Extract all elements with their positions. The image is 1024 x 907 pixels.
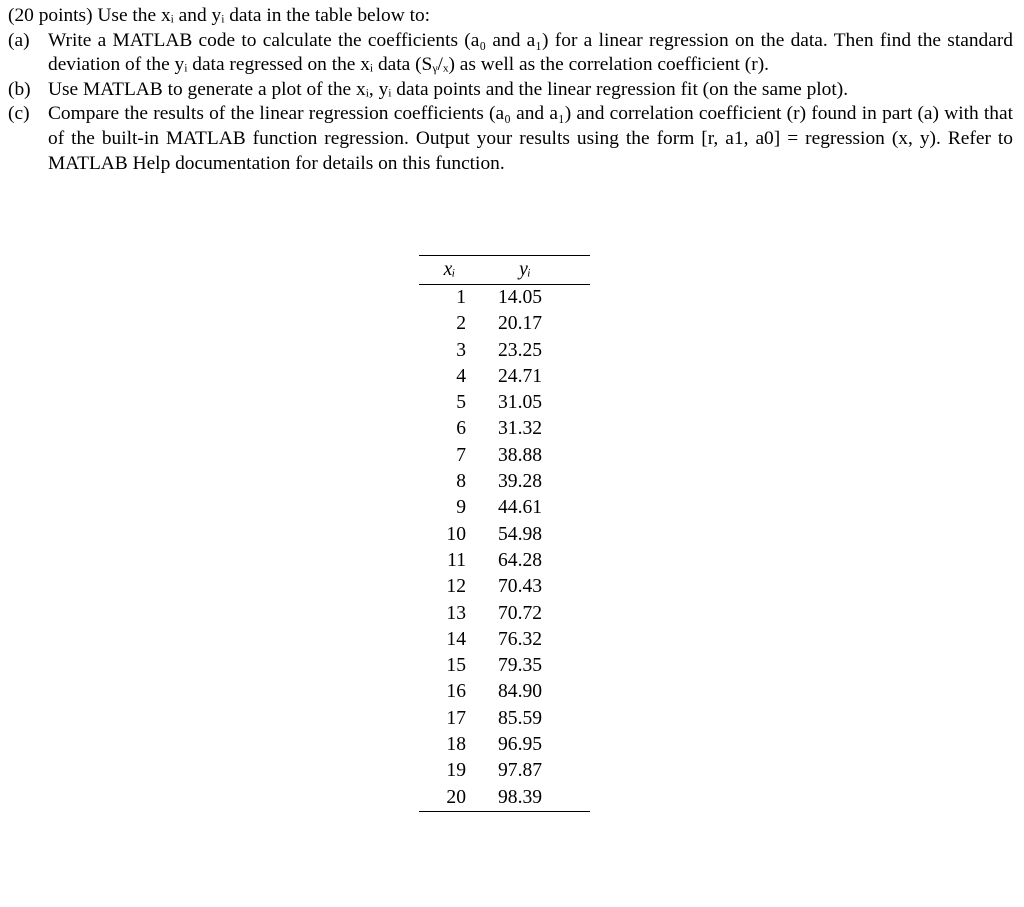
table-row: [419, 758, 590, 784]
part-c-label: (c): [8, 103, 30, 125]
table-row: [419, 627, 590, 653]
part-a: [8, 29, 1013, 78]
x-value: 4: [456, 365, 466, 387]
table-row: [419, 653, 590, 679]
x-value: 6: [456, 418, 466, 440]
x-value: 2: [456, 313, 466, 335]
x-value: 7: [456, 444, 466, 466]
table-row: [419, 522, 590, 548]
y-value: 31.32: [498, 418, 543, 440]
y-value: 14.05: [498, 287, 543, 308]
y-value: 76.32: [498, 628, 543, 650]
y-value: 85.59: [498, 707, 543, 729]
y-value: 97.87: [498, 760, 543, 782]
table-row: [419, 706, 590, 732]
x-value: 1: [456, 287, 466, 308]
y-value: 98.39: [498, 786, 543, 808]
problem-intro: (20 points) Use the xᵢ and yᵢ data in the table below to:: [8, 5, 431, 26]
x-value: 15: [446, 655, 466, 677]
table-row: [419, 785, 590, 812]
x-value: 14: [446, 628, 466, 650]
y-value: 39.28: [498, 471, 543, 493]
x-value: 16: [446, 681, 466, 703]
x-value: 8: [456, 471, 466, 493]
x-value: 13: [446, 602, 466, 624]
y-value: 96.95: [498, 734, 543, 756]
part-b-text: Use MATLAB to generate a plot of the xᵢ, yᵢ data points and the linear regression fit (on the same plot).: [48, 78, 849, 100]
part-a-label: (a): [8, 29, 30, 51]
table-row: [419, 495, 590, 521]
x-value: 17: [446, 707, 466, 729]
table-row: [419, 548, 590, 574]
x-value: 18: [446, 734, 466, 756]
y-value: 38.88: [498, 444, 543, 466]
table-row: [419, 416, 590, 442]
table-row: [419, 364, 590, 390]
x-value: 11: [447, 549, 466, 571]
part-b: [8, 78, 1013, 103]
y-value: 23.25: [498, 339, 543, 361]
y-value: 70.43: [498, 576, 543, 598]
x-value: 3: [456, 339, 466, 361]
y-value: 84.90: [498, 681, 543, 703]
header-x: xᵢ: [443, 259, 456, 280]
table-row: [419, 285, 590, 312]
table-row: [419, 338, 590, 364]
y-value: 20.17: [498, 313, 543, 335]
problem-statement: [8, 4, 1013, 176]
table-row: [419, 311, 590, 337]
y-value: 44.61: [498, 497, 543, 519]
x-value: 10: [446, 523, 466, 545]
table-row: [419, 732, 590, 758]
table-header-row: [419, 256, 590, 285]
table-row: [419, 443, 590, 469]
y-value: 70.72: [498, 602, 543, 624]
part-a-text: Write a MATLAB code to calculate the coefficients (a₀ and a₁) for a linear regression on the data. Then find the standard deviation of the yᵢ data regressed on the xᵢ data (Sᵧ/ₓ) as well as the correlation coefficient (r).: [48, 29, 1013, 76]
table-row: [419, 574, 590, 600]
x-value: 5: [456, 392, 466, 414]
part-c: [8, 102, 1013, 176]
x-value: 19: [446, 760, 466, 782]
y-value: 24.71: [498, 365, 543, 387]
y-value: 64.28: [498, 549, 543, 571]
x-value: 12: [446, 576, 466, 598]
table-body: [419, 285, 590, 812]
data-table: [419, 255, 590, 812]
y-value: 54.98: [498, 523, 543, 545]
x-value: 20: [446, 786, 466, 808]
table-row: [419, 679, 590, 705]
header-y: yᵢ: [519, 259, 531, 280]
table-row: [419, 390, 590, 416]
table-row: [419, 469, 590, 495]
part-c-text: Compare the results of the linear regression coefficients (a₀ and a₁) and correlation coefficient (r) found in part (a) with that of the built-in MATLAB function regression. Output your results using the form [r, a1, a0] = regression (x, y). Refer to MATLAB Help documentation for details on this function.: [48, 103, 1013, 174]
y-value: 31.05: [498, 392, 543, 414]
x-value: 9: [456, 497, 466, 519]
y-value: 79.35: [498, 655, 543, 677]
part-b-label: (b): [8, 78, 31, 100]
table-row: [419, 601, 590, 627]
